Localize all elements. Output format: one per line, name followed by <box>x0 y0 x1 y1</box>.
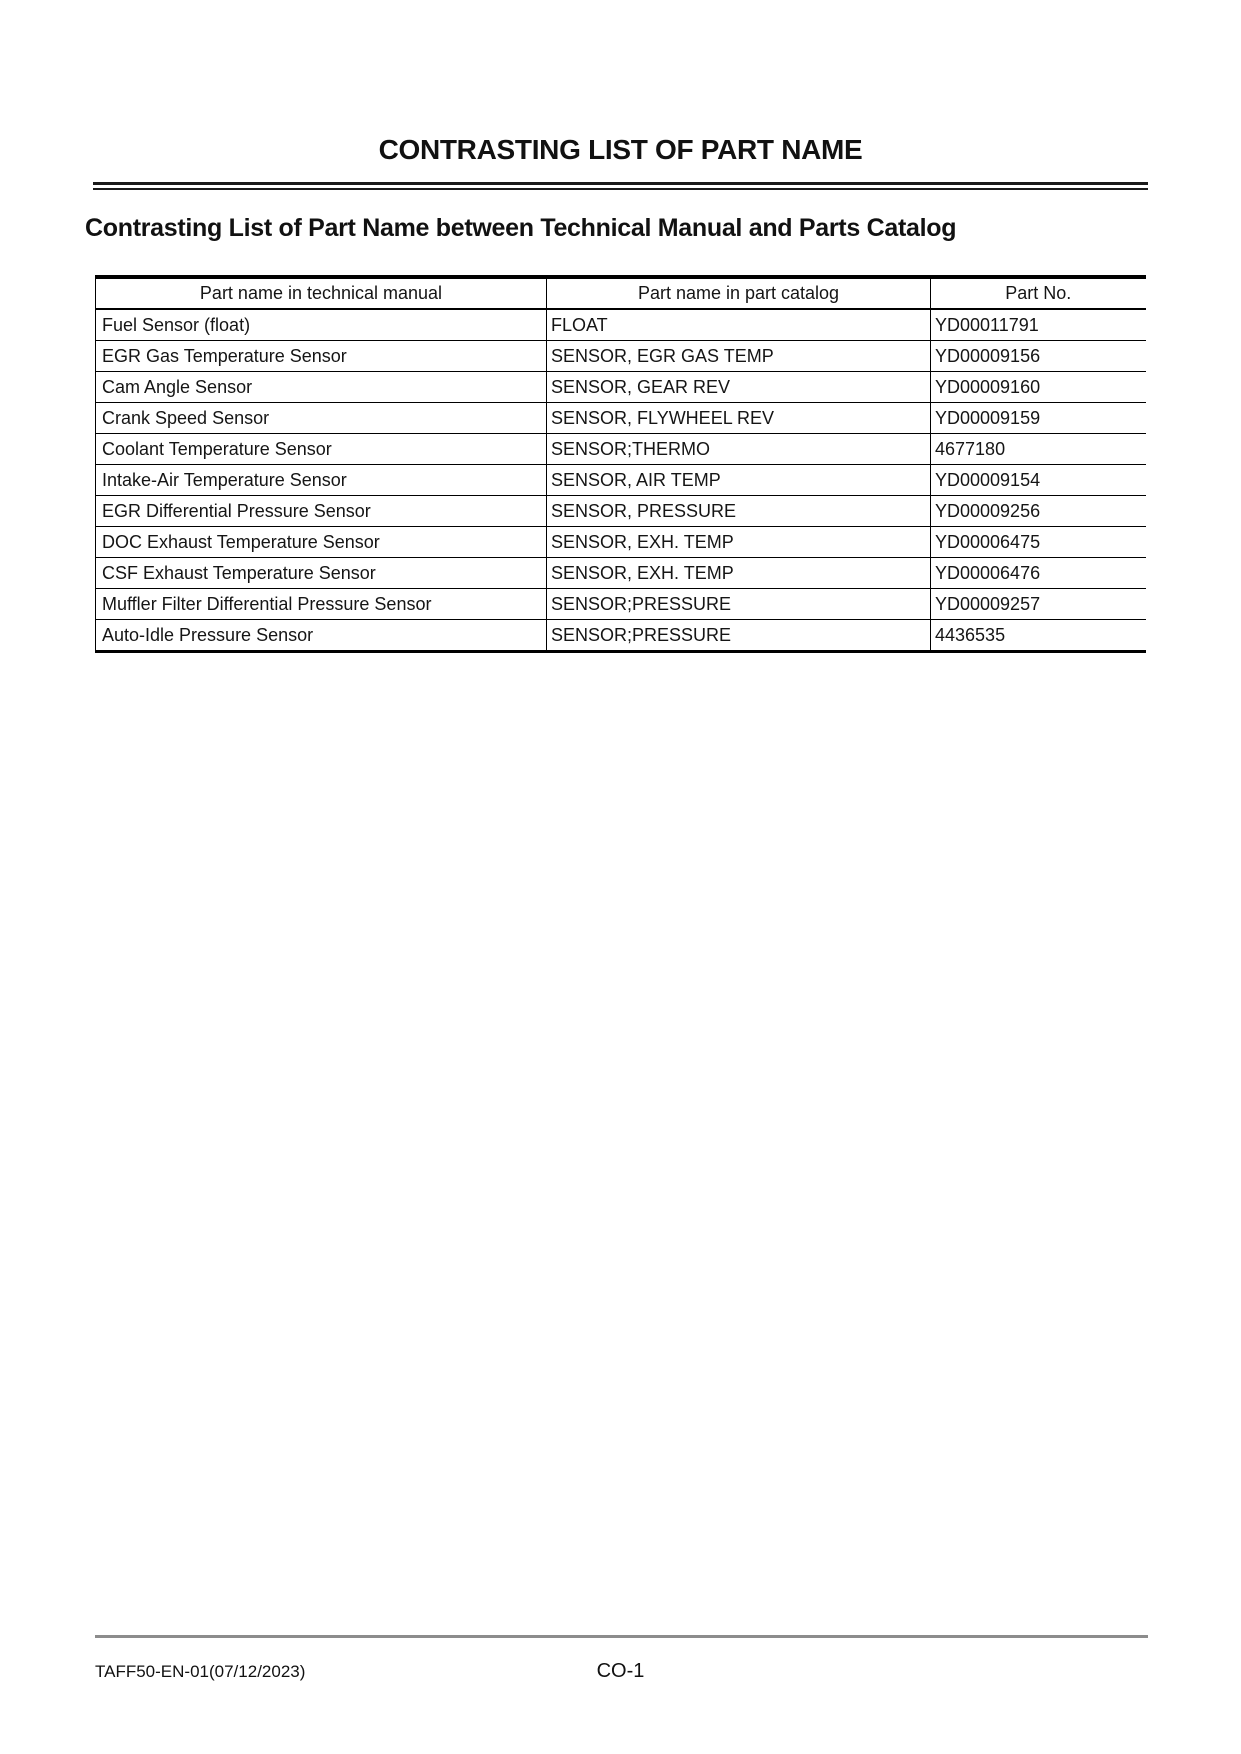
part-name-technical-manual-cell: Intake-Air Temperature Sensor <box>96 465 547 496</box>
part-name-technical-manual-cell: EGR Gas Temperature Sensor <box>96 341 547 372</box>
part-name-part-catalog-cell: SENSOR, EGR GAS TEMP <box>547 341 931 372</box>
part-no-cell: 4677180 <box>931 434 1146 465</box>
part-name-part-catalog-cell: SENSOR, EXH. TEMP <box>547 558 931 589</box>
title-double-rule <box>93 182 1148 190</box>
table-row <box>96 341 1146 372</box>
part-name-technical-manual-cell: CSF Exhaust Temperature Sensor <box>96 558 547 589</box>
footer-page-number: CO-1 <box>596 1660 645 1682</box>
part-name-part-catalog-cell: SENSOR, AIR TEMP <box>547 465 931 496</box>
part-no-cell: YD00009159 <box>931 403 1146 434</box>
table-row <box>96 372 1146 403</box>
part-no-cell: YD00006476 <box>931 558 1146 589</box>
part-name-part-catalog-cell: FLOAT <box>547 309 931 341</box>
table-row <box>96 403 1146 434</box>
part-no-cell: YD00006475 <box>931 527 1146 558</box>
part-no-cell: 4436535 <box>931 620 1146 652</box>
part-name-part-catalog-cell: SENSOR, EXH. TEMP <box>547 527 931 558</box>
page-title: CONTRASTING LIST OF PART NAME <box>378 134 863 165</box>
section-title: Contrasting List of Part Name between Technical Manual and Parts Catalog <box>85 214 957 242</box>
part-name-part-catalog-cell: SENSOR, FLYWHEEL REV <box>547 403 931 434</box>
footer-rule <box>95 1635 1148 1638</box>
part-name-technical-manual-cell: DOC Exhaust Temperature Sensor <box>96 527 547 558</box>
part-name-part-catalog-cell: SENSOR;PRESSURE <box>547 589 931 620</box>
part-name-technical-manual-cell: Fuel Sensor (float) <box>96 309 547 341</box>
table-row <box>96 527 1146 558</box>
part-name-technical-manual-cell: Muffler Filter Differential Pressure Sensor <box>96 589 547 620</box>
footer-doc-code: TAFF50-EN-01(07/12/2023) <box>95 1662 306 1681</box>
table-row <box>96 558 1146 589</box>
part-name-part-catalog-cell: SENSOR;THERMO <box>547 434 931 465</box>
table-row <box>96 620 1146 652</box>
part-no-cell: YD00009257 <box>931 589 1146 620</box>
part-name-part-catalog-cell: SENSOR, GEAR REV <box>547 372 931 403</box>
table-header-row <box>96 277 1146 309</box>
table-row <box>96 434 1146 465</box>
table-row <box>96 496 1146 527</box>
table-body <box>96 309 1146 652</box>
part-name-technical-manual-cell: Crank Speed Sensor <box>96 403 547 434</box>
table-row <box>96 309 1146 341</box>
part-name-part-catalog-cell: SENSOR, PRESSURE <box>547 496 931 527</box>
part-no-cell: YD00009256 <box>931 496 1146 527</box>
header-part-name-technical-manual: Part name in technical manual <box>96 277 547 309</box>
part-name-technical-manual-cell: Coolant Temperature Sensor <box>96 434 547 465</box>
part-name-technical-manual-cell: EGR Differential Pressure Sensor <box>96 496 547 527</box>
parts-contrast-table <box>95 275 1146 653</box>
table-row <box>96 589 1146 620</box>
part-no-cell: YD00009160 <box>931 372 1146 403</box>
header-part-name-part-catalog: Part name in part catalog <box>547 277 931 309</box>
part-name-part-catalog-cell: SENSOR;PRESSURE <box>547 620 931 652</box>
part-no-cell: YD00009156 <box>931 341 1146 372</box>
header-part-no: Part No. <box>931 277 1146 309</box>
part-name-technical-manual-cell: Auto-Idle Pressure Sensor <box>96 620 547 652</box>
table-row <box>96 465 1146 496</box>
part-no-cell: YD00011791 <box>931 309 1146 341</box>
part-name-technical-manual-cell: Cam Angle Sensor <box>96 372 547 403</box>
part-no-cell: YD00009154 <box>931 465 1146 496</box>
